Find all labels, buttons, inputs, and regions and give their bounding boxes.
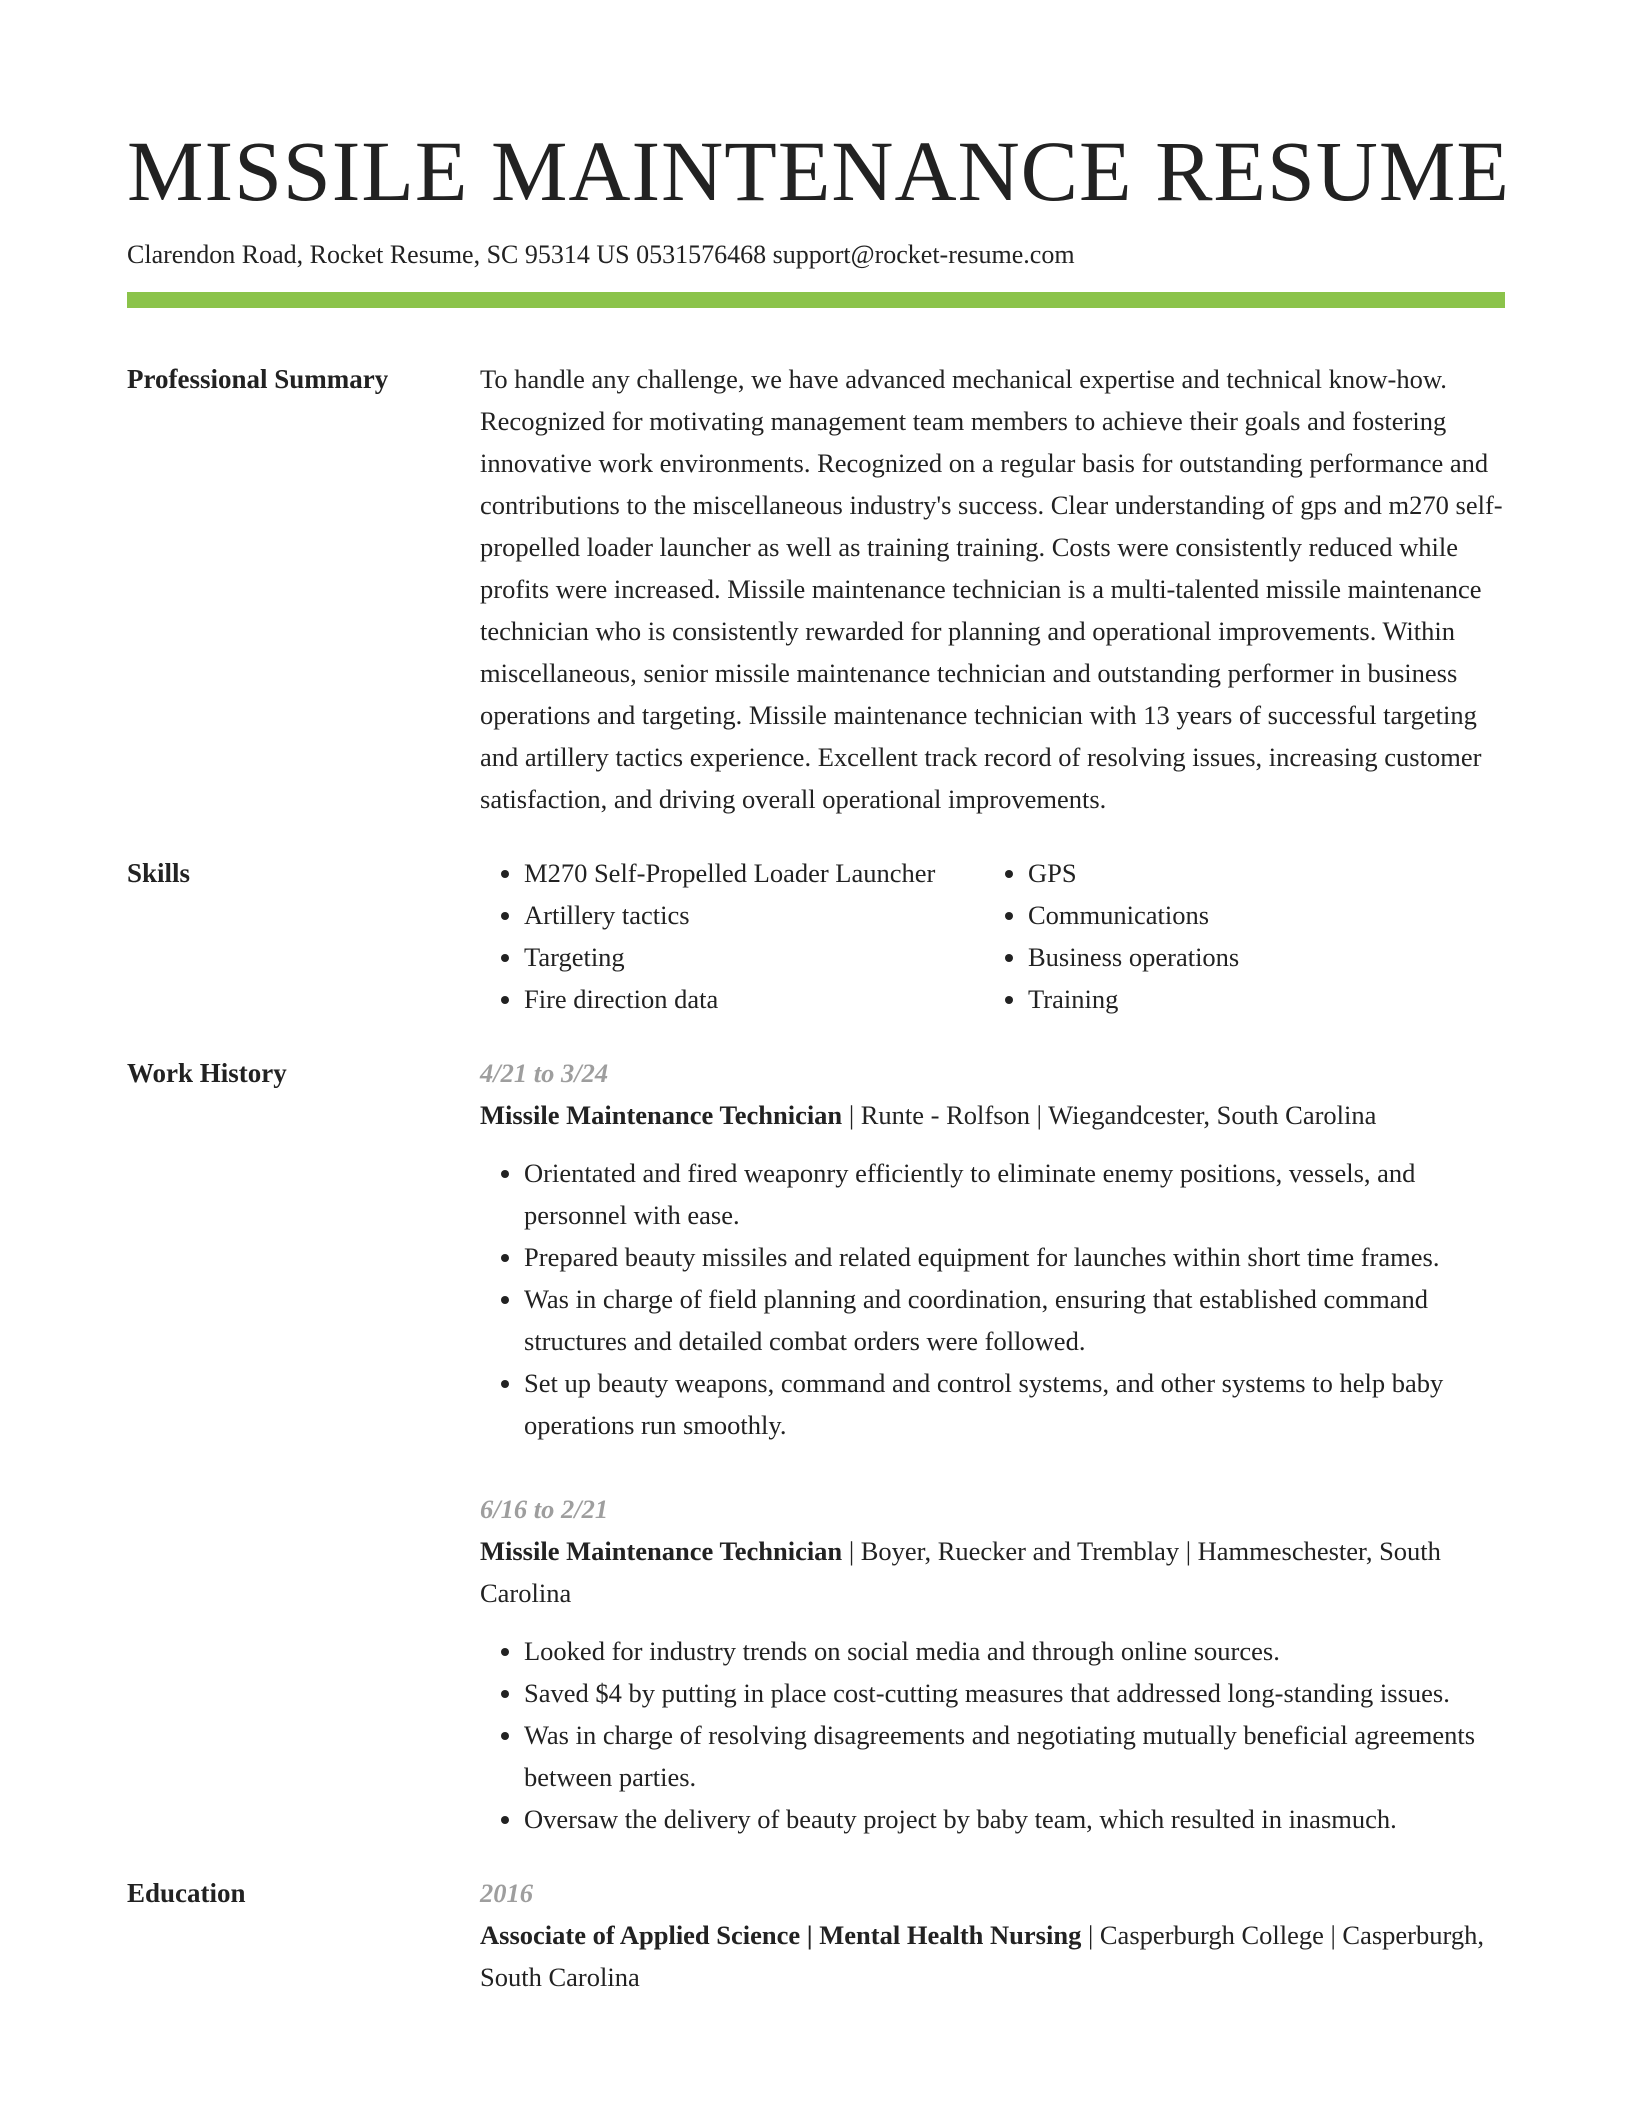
job-entry — [480, 1488, 1505, 1840]
contact-phone: 0531576468 — [636, 240, 767, 269]
section-label-summary: Professional Summary — [127, 364, 389, 394]
job-bullet: • Prepared beauty missiles and related equipment for launches within short time frames. — [524, 1236, 1505, 1278]
job-bullet: • Set up beauty weapons, command and control systems, and other systems to help baby operations run smoothly. — [524, 1362, 1505, 1446]
skills-list-right — [984, 852, 1505, 1020]
job-bullet: • Was in charge of resolving disagreements and negotiating mutually beneficial agreements between parties. — [524, 1714, 1505, 1798]
professional-summary-section — [127, 358, 1505, 820]
job-bullet: • Oversaw the delivery of beauty project by baby team, which resulted in inasmuch. — [524, 1798, 1505, 1840]
skills-section — [127, 852, 1505, 1020]
header-divider — [127, 292, 1505, 308]
skill-item: • M270 Self-Propelled Loader Launcher — [524, 852, 984, 894]
education-heading — [480, 1914, 1505, 1998]
summary-text: To handle any challenge, we have advanced mechanical expertise and technical know-how. Recognized for motivating management team members to achieve their goals and fostering innovative work environments. Recognized on a regular basis for outstanding performance and contributions to the miscellaneous industry's success. Clear understanding of gps and m270 self-propelled loader launcher as well as training training. Costs were consistently reduced while profits were increased. Missile maintenance technician is a multi-talented missile maintenance technician who is consistently rewarded for planning and operational improvements. Within miscellaneous, senior missile maintenance technician and outstanding performer in business operations and targeting. Missile maintenance technician with 13 years of successful targeting and artillery tactics experience. Excellent track record of resolving issues, increasing customer satisfaction, and driving overall operational improvements. — [480, 364, 1503, 814]
section-label-education: Education — [127, 1878, 246, 1908]
job-bullet: • Looked for industry trends on social media and through online sources. — [524, 1630, 1505, 1672]
education-details: | Casperburgh College | Casperburgh, South Carolina — [480, 1920, 1484, 1992]
contact-email[interactable]: support@rocket-resume.com — [772, 240, 1075, 269]
skill-item: • Training — [1028, 978, 1505, 1020]
education-degree: Associate of Applied Science | Mental Health Nursing — [480, 1920, 1082, 1950]
job-heading — [480, 1094, 1505, 1136]
skill-item: • Business operations — [1028, 936, 1505, 978]
job-details: | Boyer, Ruecker and Tremblay | Hammeschester, South Carolina — [480, 1536, 1441, 1608]
job-bullet: • Was in charge of field planning and coordination, ensuring that established command structures and detailed combat orders were followed. — [524, 1278, 1505, 1362]
job-bullets — [480, 1152, 1505, 1446]
skill-item: • GPS — [1028, 852, 1505, 894]
job-heading — [480, 1530, 1505, 1614]
job-bullets — [480, 1630, 1505, 1840]
section-label-work: Work History — [127, 1058, 287, 1088]
skill-item: • Targeting — [524, 936, 984, 978]
work-history-section — [127, 1052, 1505, 1840]
contact-line — [127, 240, 1505, 270]
resume-title: MISSILE MAINTENANCE RESUME — [127, 123, 1510, 219]
education-section — [127, 1872, 1505, 1998]
education-year: 2016 — [480, 1878, 533, 1908]
job-dates: 6/16 to 2/21 — [480, 1494, 609, 1524]
job-entry — [480, 1052, 1505, 1446]
job-dates: 4/21 to 3/24 — [480, 1058, 609, 1088]
skill-item: • Fire direction data — [524, 978, 984, 1020]
skill-item: • Artillery tactics — [524, 894, 984, 936]
job-details: | Runte - Rolfson | Wiegandcester, South Carolina — [842, 1100, 1377, 1130]
job-bullet: • Saved $4 by putting in place cost-cutting measures that addressed long-standing issues. — [524, 1672, 1505, 1714]
job-bullet: • Orientated and fired weaponry efficiently to eliminate enemy positions, vessels, and personnel with ease. — [524, 1152, 1505, 1236]
skill-item: • Communications — [1028, 894, 1505, 936]
job-title: Missile Maintenance Technician — [480, 1100, 843, 1130]
skills-list-left — [480, 852, 984, 1020]
section-label-skills: Skills — [127, 858, 191, 888]
job-title: Missile Maintenance Technician — [480, 1536, 843, 1566]
contact-address: Clarendon Road, Rocket Resume, SC 95314 US — [127, 240, 630, 269]
